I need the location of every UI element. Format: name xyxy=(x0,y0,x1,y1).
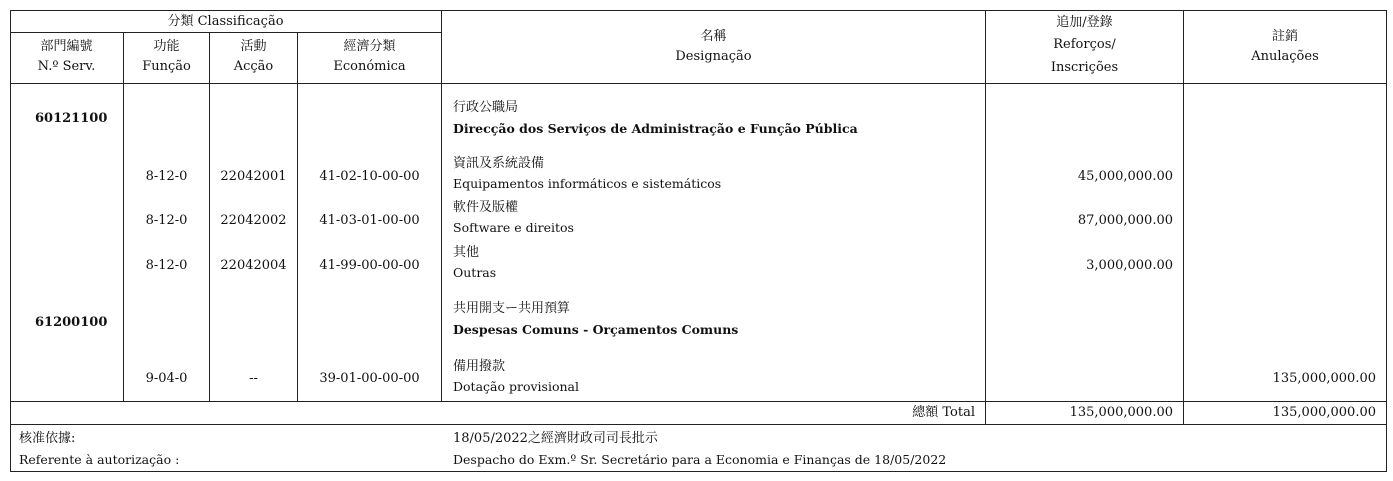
entity-name-pt: Despesas Comuns - Orçamentos Comuns xyxy=(453,322,739,337)
econ-header-pt: Económica xyxy=(333,59,406,74)
classification-header: 分類 Classificação xyxy=(167,14,284,29)
row-annulment: 135,000,000.00 xyxy=(1272,371,1376,386)
econ-header-zh: 經濟分類 xyxy=(343,39,396,54)
total-label: 總額 Total xyxy=(912,405,975,420)
entity-name-zh: 行政公職局 xyxy=(453,100,519,115)
row-designation-pt: Outras xyxy=(453,265,497,280)
func-header-zh: 功能 xyxy=(153,39,180,54)
reinf-header-pt2: Inscrições xyxy=(1050,60,1119,75)
table-border-bottom xyxy=(10,471,1387,472)
entity-name-zh: 共用開支ー共用預算 xyxy=(453,301,571,316)
row-economic: 39-01-00-00-00 xyxy=(319,371,420,386)
classification-divider xyxy=(10,32,441,33)
authorization-text-pt: Despacho do Exm.º Sr. Secretário para a Economia e Finanças de 18/05/2022 xyxy=(453,452,947,467)
row-activity: -- xyxy=(249,371,258,386)
total-annulment: 135,000,000.00 xyxy=(1272,405,1376,420)
total-bottom-divider xyxy=(10,424,1387,425)
row-designation-zh: 資訊及系統設備 xyxy=(453,156,545,171)
row-designation-pt: Equipamentos informáticos e sistemáticos xyxy=(453,176,722,191)
authorization-label-pt: Referente à autorização : xyxy=(19,452,180,467)
row-designation-pt: Software e direitos xyxy=(453,220,574,235)
annul-header-pt: Anulações xyxy=(1251,49,1319,64)
reinf-header-pt1: Reforços/ xyxy=(1053,37,1116,52)
row-reinforcement: 45,000,000.00 xyxy=(1077,169,1173,184)
table-border-top xyxy=(10,10,1387,11)
act-header-zh: 活動 xyxy=(240,39,267,54)
row-designation-pt: Dotação provisional xyxy=(453,379,579,394)
annul-header-zh: 註銷 xyxy=(1271,29,1298,44)
row-designation-zh: 其他 xyxy=(453,245,480,260)
row-activity: 22042001 xyxy=(220,169,287,184)
entity-code: 60121100 xyxy=(35,111,108,126)
row-activity: 22042004 xyxy=(220,258,287,273)
row-economic: 41-99-00-00-00 xyxy=(319,258,420,273)
row-reinforcement: 87,000,000.00 xyxy=(1077,213,1173,228)
table-border-right xyxy=(1386,10,1387,472)
total-reinforcement: 135,000,000.00 xyxy=(1069,405,1173,420)
reinf-header-zh: 追加/登錄 xyxy=(1056,15,1113,30)
row-designation-zh: 備用撥款 xyxy=(453,359,506,374)
row-reinforcement: 3,000,000.00 xyxy=(1086,258,1173,273)
col-divider-6 xyxy=(1183,10,1184,425)
total-top-divider xyxy=(10,401,1387,402)
authorization-text-zh: 18/05/2022之經濟財政司司長批示 xyxy=(453,431,658,446)
row-economic: 41-02-10-00-00 xyxy=(319,169,420,184)
desig-header-pt: Designação xyxy=(675,49,752,64)
entity-code: 61200100 xyxy=(35,315,108,330)
col-divider-4 xyxy=(441,10,442,402)
authorization-label-zh: 核准依據: xyxy=(19,431,76,446)
row-economic: 41-03-01-00-00 xyxy=(319,213,420,228)
entity-name-pt: Direcção dos Serviços de Administração e Função Pública xyxy=(453,121,858,136)
row-function: 8-12-0 xyxy=(145,169,188,184)
dept-header-zh: 部門編號 xyxy=(40,39,93,54)
row-designation-zh: 軟件及版權 xyxy=(453,200,519,215)
header-divider xyxy=(10,83,1387,84)
desig-header-zh: 名稱 xyxy=(700,29,727,44)
table-border-left xyxy=(10,10,11,472)
dept-header-pt: N.º Serv. xyxy=(37,59,96,74)
row-function: 9-04-0 xyxy=(145,371,188,386)
row-activity: 22042002 xyxy=(220,213,287,228)
func-header-pt: Função xyxy=(142,59,191,74)
row-function: 8-12-0 xyxy=(145,258,188,273)
act-header-pt: Acção xyxy=(233,59,274,74)
row-function: 8-12-0 xyxy=(145,213,188,228)
